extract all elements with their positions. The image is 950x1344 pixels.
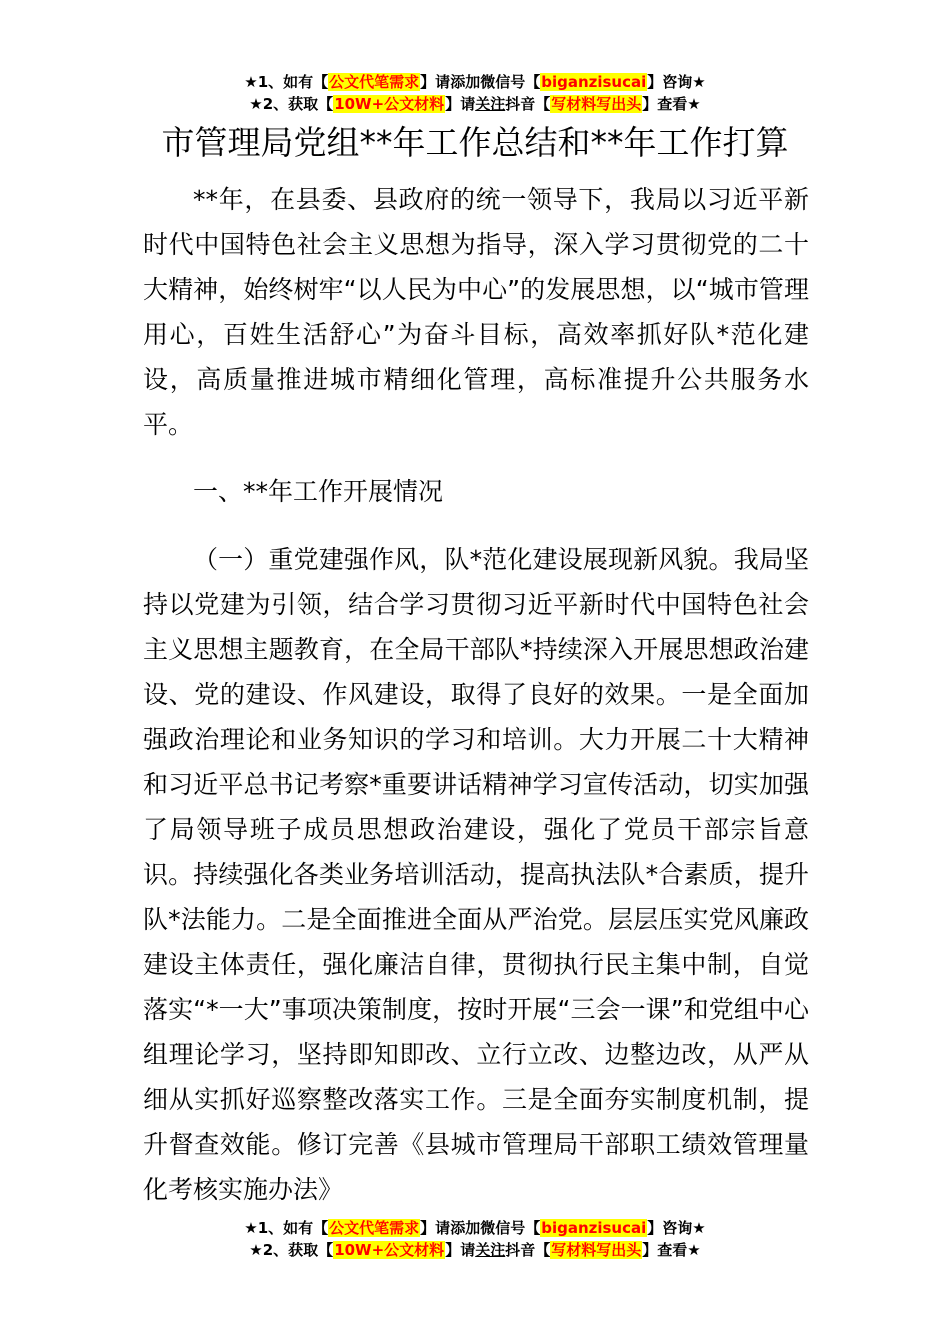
- promo-text: 抖音【: [505, 95, 551, 113]
- promo-line-1: [0, 71, 950, 93]
- promo-text: 】查看★: [642, 95, 701, 113]
- promo-text: ★1、如有【: [244, 1219, 329, 1237]
- promo-highlight: 公文代笔需求: [329, 73, 420, 91]
- promo-line-1: [0, 1217, 950, 1239]
- section-heading: 一、**年工作开展情况: [193, 477, 444, 506]
- promo-text: 添加: [450, 73, 481, 91]
- footer-promo-banner: [0, 1217, 950, 1261]
- promo-highlight: 10W+公文材料: [334, 1241, 445, 1259]
- section-paragraph: （一）重党建强作风，队*范化建设展现新风貌。我局坚持以党建为引领，结合学习贯彻习近平新时代中国特色社会主义思想主题教育，在全局干部队*持续深入开展思想政治建设、党的建设、作风建设，取得了良好的效果。一是全面加强政治理论和业务知识的学习和培训。大力开展二十大精神和习近平总书记考察*重要讲话精神学习宣传活动，切实加强了局领导班子成员思想政治建设，强化了党员干部宗旨意识。持续强化各类业务培训活动，提高执法队*合素质，提升队*法能力。二是全面推进全面从严治党。层层压实党风廉政建设主体责任，强化廉洁自律，贯彻执行民主集中制，自觉落实“*一大”事项决策制度，按时开展“三会一课”和党组中心组理论学习，坚持即知即改、立行立改、边整边改，从严从细从实抓好巡察整改落实工作。三是全面夯实制度机制，提升督查效能。修订完善《县城市管理局干部职工绩效管理量化考核实施办法》: [143, 545, 809, 1204]
- promo-highlight: 公文代笔需求: [329, 1219, 420, 1237]
- promo-douyin-account: 写材料写出头: [551, 95, 642, 113]
- promo-text: 添加: [450, 1219, 481, 1237]
- promo-text: 】请: [420, 73, 451, 91]
- promo-text: ★2、获取【: [249, 1241, 334, 1259]
- promo-text: 微信号【: [480, 73, 541, 91]
- promo-douyin-account: 写材料写出头: [551, 1241, 642, 1259]
- promo-text: 关注: [475, 1241, 506, 1259]
- intro-paragraph: **年，在县委、县政府的统一领导下，我局以习近平新时代中国特色社会主义思想为指导，深入学习贯彻党的二十大精神，始终树牢“以人民为中心”的发展思想，以“城市管理用心，百姓生活舒心”为奋斗目标，高效率抓好队*范化建设，高质量推进城市精细化管理，高标准提升公共服务水平。: [143, 185, 809, 439]
- promo-text: 】请: [445, 95, 476, 113]
- promo-line-2: [0, 93, 950, 115]
- promo-wechat-id: biganzisucai: [541, 73, 647, 91]
- promo-highlight: 10W+公文材料: [334, 95, 445, 113]
- promo-line-2: [0, 1239, 950, 1261]
- promo-text: ★1、如有【: [244, 73, 329, 91]
- promo-text: 】查看★: [642, 1241, 701, 1259]
- promo-text: 】请: [445, 1241, 476, 1259]
- document-title: 市管理局党组**年工作总结和**年工作打算: [161, 123, 789, 162]
- promo-text: 微信号【: [480, 1219, 541, 1237]
- promo-text: 】咨询★: [647, 73, 706, 91]
- header-promo-banner: [0, 71, 950, 115]
- promo-wechat-id: biganzisucai: [541, 1219, 647, 1237]
- promo-text: 关注: [475, 95, 506, 113]
- promo-text: 抖音【: [505, 1241, 551, 1259]
- promo-text: 】请: [420, 1219, 451, 1237]
- document-body: [143, 177, 809, 1212]
- promo-text: ★2、获取【: [249, 95, 334, 113]
- promo-text: 】咨询★: [647, 1219, 706, 1237]
